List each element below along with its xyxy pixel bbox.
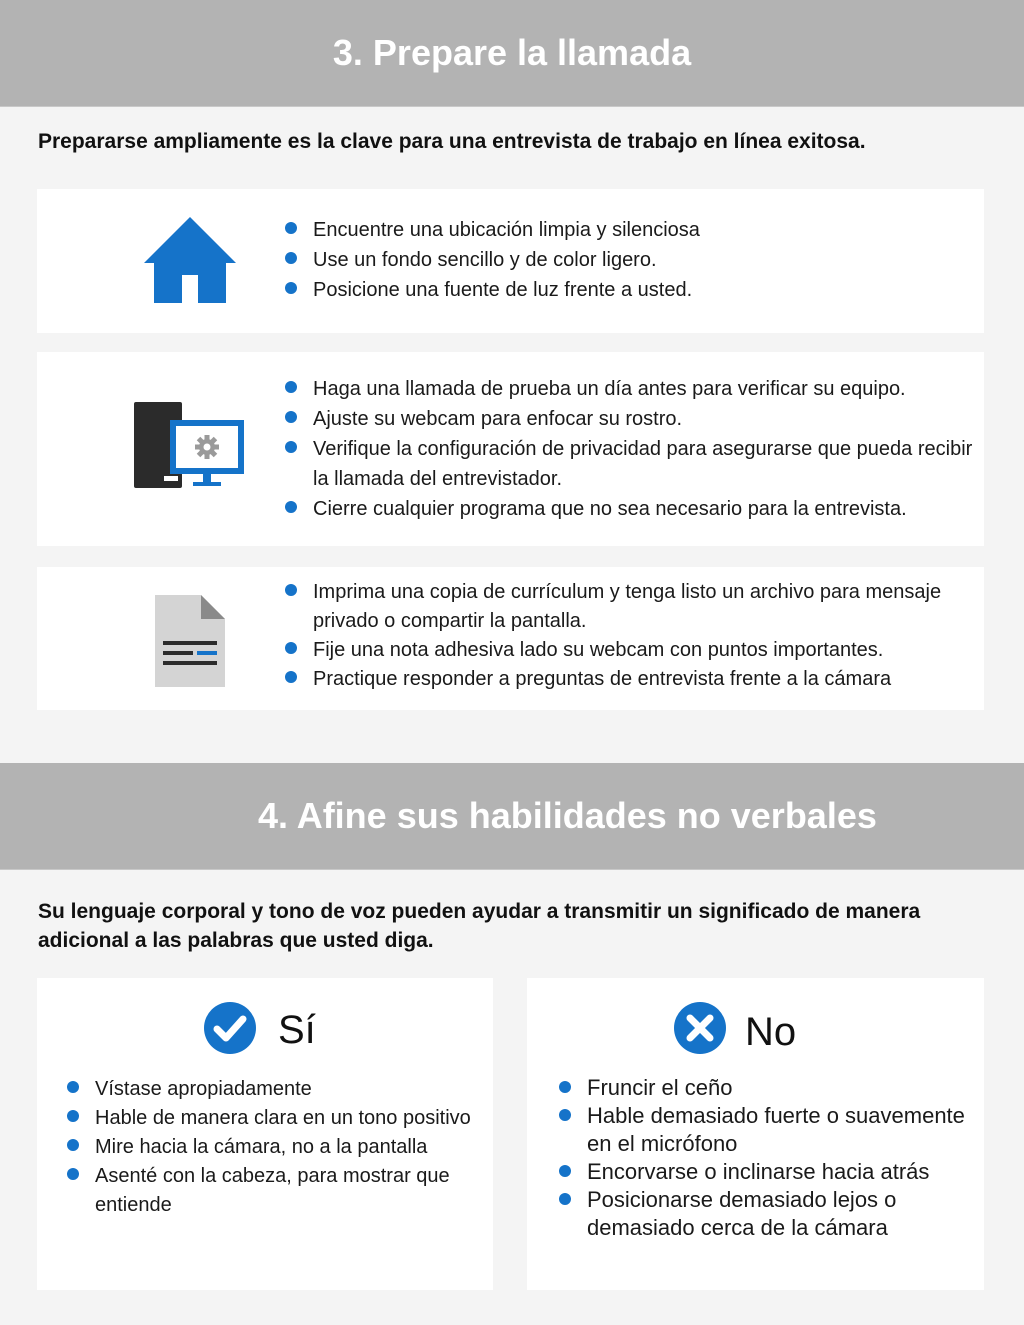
bullet-dot-icon xyxy=(285,282,297,294)
section-4-title: 4. Afine sus habilidades no verbales xyxy=(258,795,877,836)
list-item: Fruncir el ceño xyxy=(559,1074,984,1102)
bullet-dot-icon xyxy=(285,584,297,596)
list-item: Mire hacia la cámara, no a la pantalla xyxy=(67,1133,493,1162)
equipment-tips-list xyxy=(285,374,975,524)
list-item: Verifique la configuración de privacidad para asegurarse que pueda recibir la llamada del entrevistador. xyxy=(285,434,975,494)
bullet-dot-icon xyxy=(559,1165,571,1177)
list-item: Hable demasiado fuerte o suavemente en el micrófono xyxy=(559,1102,984,1158)
list-item: Vístase apropiadamente xyxy=(67,1075,493,1104)
list-item: Cierre cualquier programa que no sea necesario para la entrevista. xyxy=(285,494,975,524)
bullet-dot-icon xyxy=(285,642,297,654)
list-item: Practique responder a preguntas de entrevista frente a la cámara xyxy=(285,665,965,694)
bullet-dot-icon xyxy=(67,1139,79,1151)
list-item: Fije una nota adhesiva lado su webcam con puntos importantes. xyxy=(285,636,965,665)
section-3-title: 3. Prepare la llamada xyxy=(332,32,692,73)
dont-card xyxy=(527,978,984,1290)
document-tips-list xyxy=(285,578,965,694)
list-item: Encuentre una ubicación limpia y silenciosa xyxy=(285,215,965,245)
bullet-dot-icon xyxy=(285,381,297,393)
do-card xyxy=(37,978,493,1290)
list-item: Asenté con la cabeza, para mostrar que entiende xyxy=(67,1162,493,1220)
list-item: Posicione una fuente de luz frente a usted. xyxy=(285,275,965,305)
do-heading: Sí xyxy=(278,1008,316,1052)
bullet-dot-icon xyxy=(559,1081,571,1093)
x-circle-icon xyxy=(674,1002,726,1054)
list-item: Imprima una copia de currículum y tenga listo un archivo para mensaje privado o compartir la pantalla. xyxy=(285,578,965,636)
bullet-dot-icon xyxy=(67,1168,79,1180)
prep-card-location xyxy=(37,189,984,333)
list-item: Posicionarse demasiado lejos o demasiado cerca de la cámara xyxy=(559,1186,984,1242)
bullet-dot-icon xyxy=(285,222,297,234)
bullet-dot-icon xyxy=(285,411,297,423)
bullet-dot-icon xyxy=(559,1193,571,1205)
list-item: Hable de manera clara en un tono positivo xyxy=(67,1104,493,1133)
list-item: Haga una llamada de prueba un día antes para verificar su equipo. xyxy=(285,374,975,404)
bullet-dot-icon xyxy=(285,501,297,513)
computer-settings-icon xyxy=(134,400,246,492)
list-item: Encorvarse o inclinarse hacia atrás xyxy=(559,1158,984,1186)
bullet-dot-icon xyxy=(67,1110,79,1122)
list-item: Use un fondo sencillo y de color ligero. xyxy=(285,245,965,275)
prep-card-equipment xyxy=(37,352,984,546)
list-item: Ajuste su webcam para enfocar su rostro. xyxy=(285,404,975,434)
section-4-banner xyxy=(0,763,1024,870)
check-circle-icon xyxy=(204,1002,256,1054)
prep-card-documents xyxy=(37,567,984,710)
bullet-dot-icon xyxy=(67,1081,79,1093)
home-icon xyxy=(142,215,238,305)
bullet-dot-icon xyxy=(285,441,297,453)
dont-list xyxy=(559,1074,984,1242)
do-list xyxy=(67,1075,493,1220)
section-3-intro: Prepararse ampliamente es la clave para una entrevista de trabajo en línea exitosa. xyxy=(38,130,866,153)
location-tips-list xyxy=(285,215,965,305)
section-3-banner xyxy=(0,0,1024,107)
document-icon xyxy=(155,595,225,687)
bullet-dot-icon xyxy=(559,1109,571,1121)
dont-heading: No xyxy=(745,1010,797,1054)
bullet-dot-icon xyxy=(285,671,297,683)
bullet-dot-icon xyxy=(285,252,297,264)
section-4-intro: Su lenguaje corporal y tono de voz pueden ayudar a transmitir un significado de manera adicional a las palabras que usted diga. xyxy=(38,900,921,952)
